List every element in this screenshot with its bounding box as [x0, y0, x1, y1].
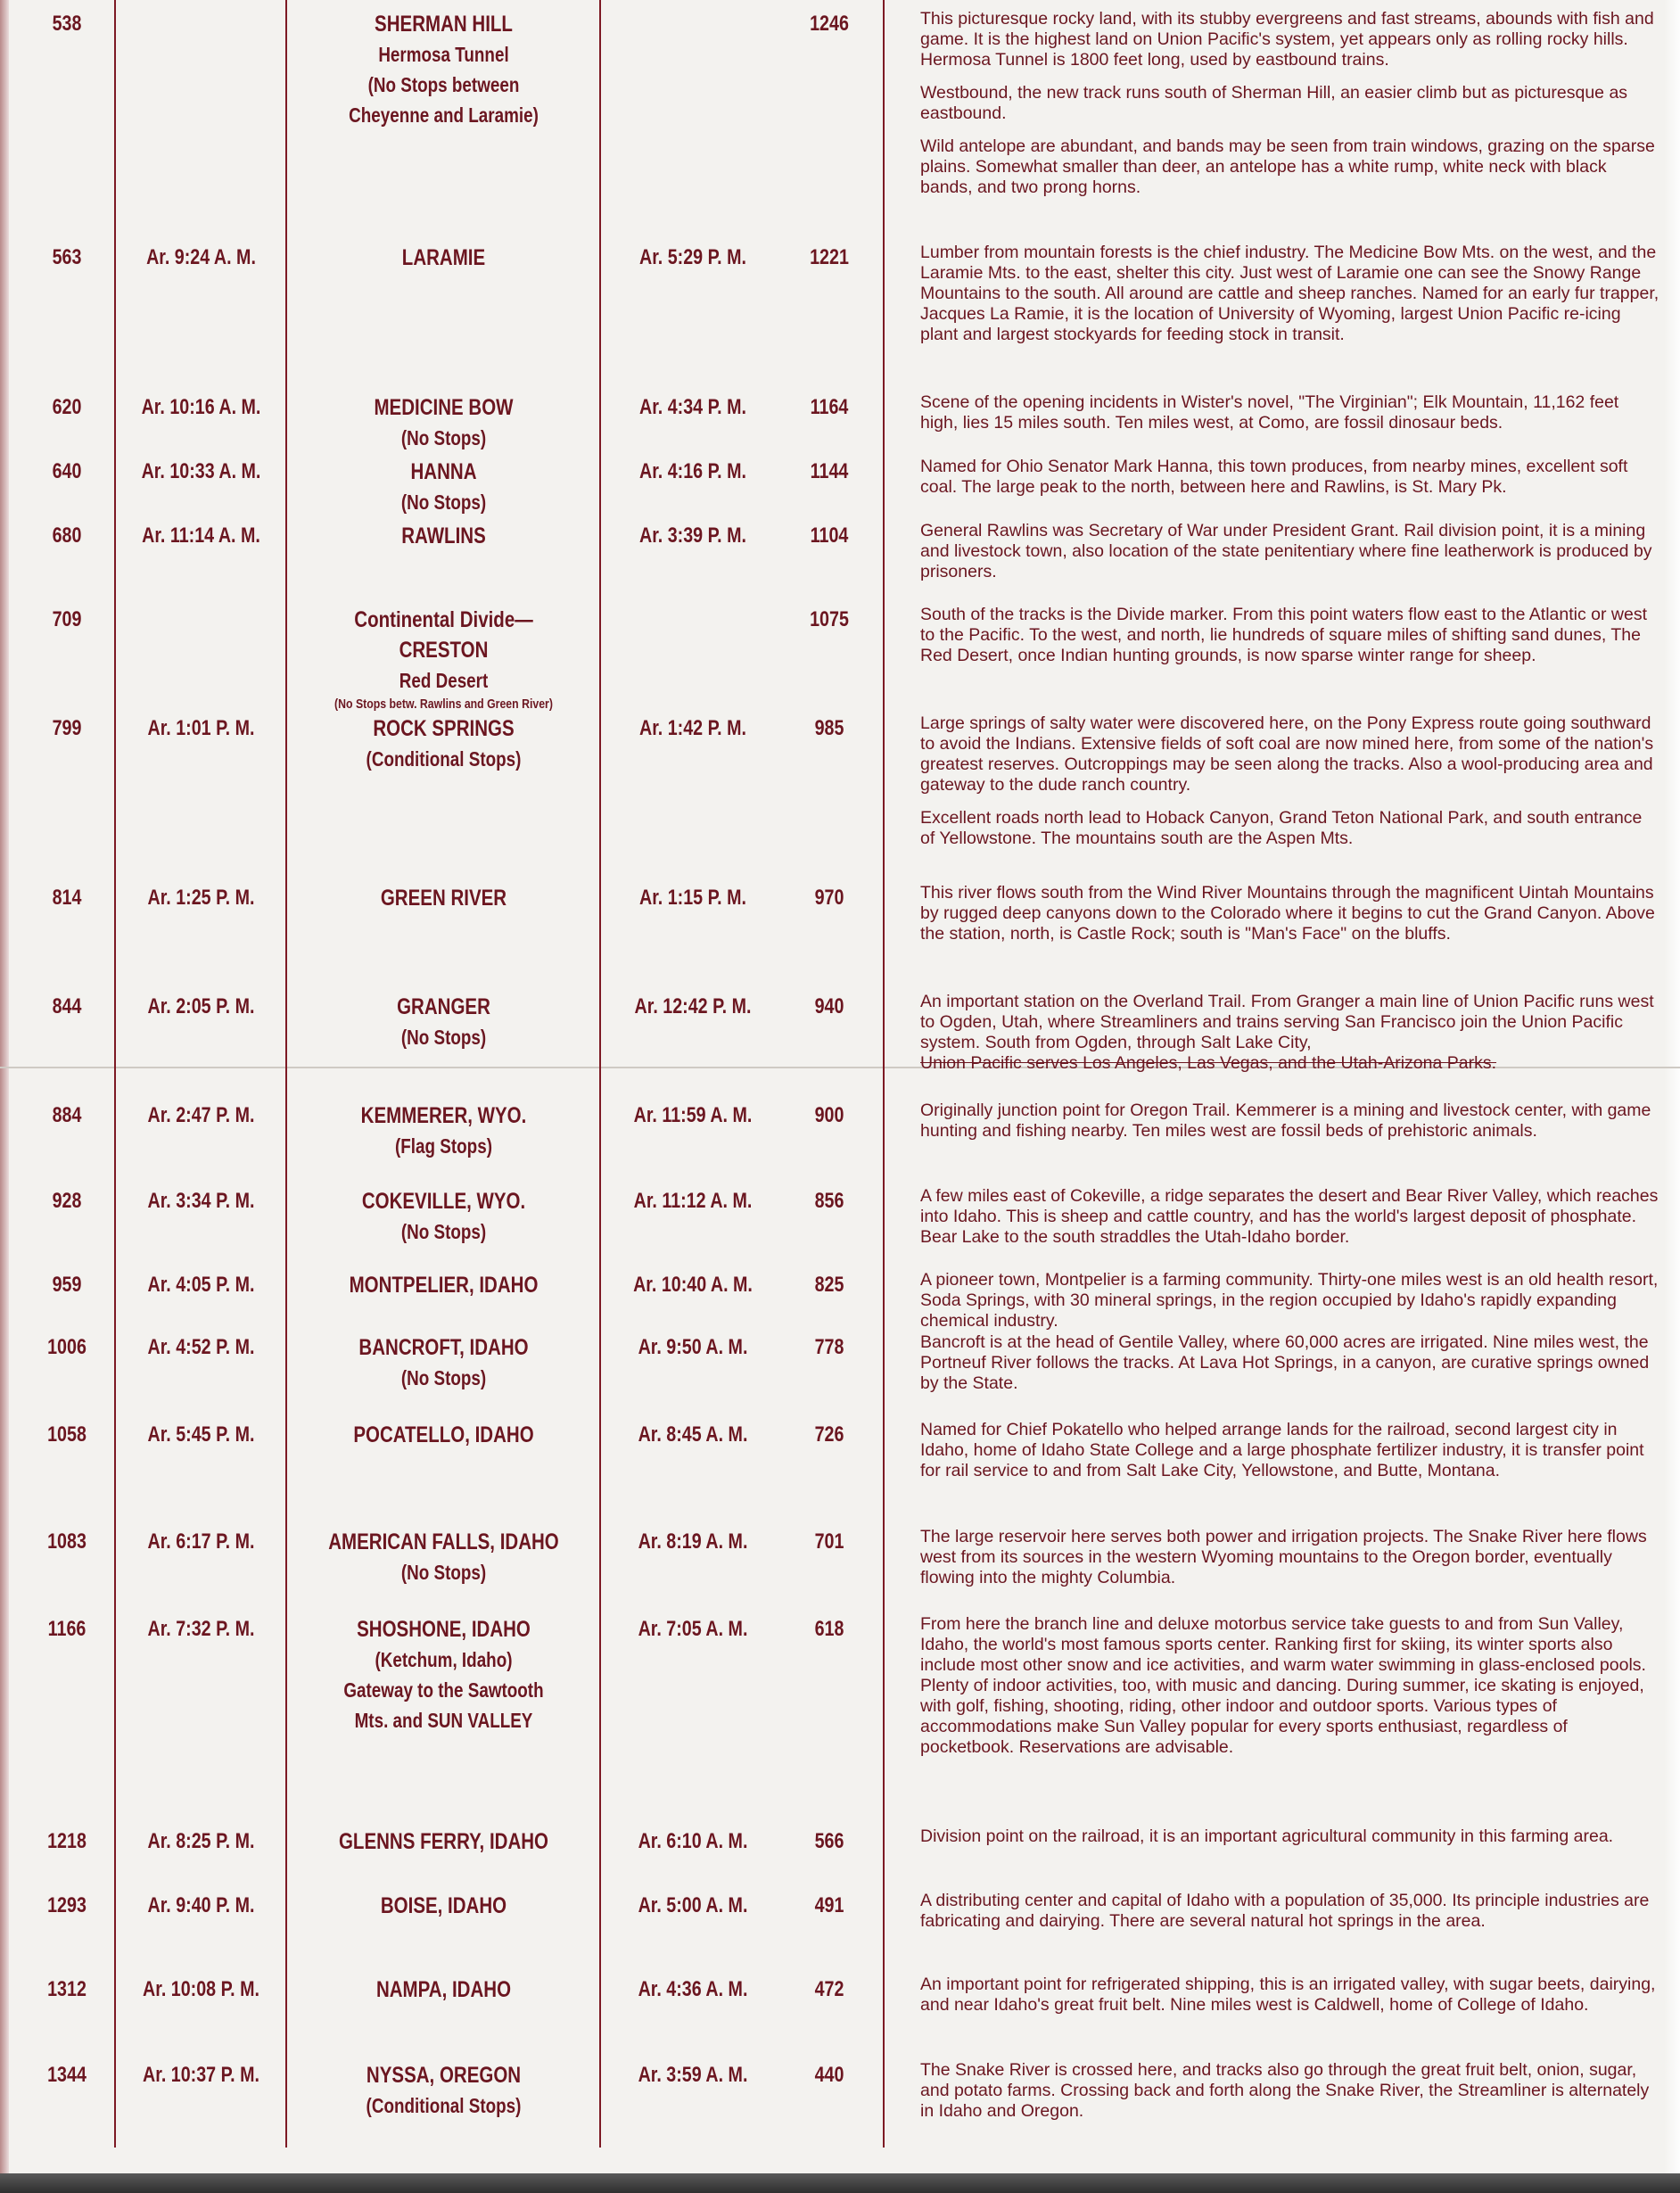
elevation-ref: 618: [814, 1617, 844, 1641]
westbound-time: Ar. 7:32 P. M.: [147, 1617, 255, 1641]
station-name: BANCROFT, IDAHO (No Stops): [358, 1335, 529, 1389]
westbound-time: Ar. 8:25 P. M.: [147, 1829, 255, 1853]
elevation-ref: 940: [814, 994, 844, 1018]
station-name: ROCK SPRINGS (Conditional Stops): [366, 716, 522, 771]
station-description: South of the tracks is the Divide marker. From this point waters flow east to the Atlantic or west to the Pacific. To the west, and north, lie hundreds of square miles of shifting sand dunes, The Red Desert, once Indian hunting grounds, is now sparse winter range for sheep.: [920, 605, 1648, 665]
elevation-ref: 900: [814, 1103, 844, 1127]
westbound-time: Ar. 4:52 P. M.: [147, 1335, 255, 1359]
mileage: 1166: [47, 1617, 86, 1641]
eastbound-time: Ar. 5:29 P. M.: [639, 245, 746, 269]
station-name: RAWLINS: [401, 524, 486, 548]
eastbound-time: Ar. 1:15 P. M.: [639, 886, 746, 910]
station-name: GRANGER (No Stops): [397, 994, 490, 1049]
elevation-ref: 472: [814, 1977, 844, 2001]
station-name: COKEVILLE, WYO. (No Stops): [361, 1189, 526, 1243]
mileage: 1058: [47, 1422, 86, 1447]
mileage: 709: [52, 607, 82, 631]
eastbound-time: Ar. 4:16 P. M.: [639, 459, 746, 483]
page-right-edge: [1664, 0, 1680, 2193]
eastbound-time: Ar. 11:59 A. M.: [633, 1103, 753, 1127]
eastbound-time: Ar. 7:05 A. M.: [638, 1617, 748, 1641]
elevation-ref: 491: [814, 1893, 844, 1917]
station-description: A distributing center and capital of Idaho with a population of 35,000. Its principle industries are fabricating and dairying. There are several natural hot springs in the area.: [920, 1891, 1650, 1931]
station-description: The Snake River is crossed here, and tracks also go through the great fruit belt, onion, sugar, and potato farms. Crossing back and forth along the Snake River, the Streamliner is alternately in Idaho and Oregon.: [920, 2060, 1650, 2121]
westbound-time: Ar. 10:37 P. M.: [143, 2063, 259, 2087]
station-name: SHOSHONE, IDAHO (Ketchum, Idaho) Gateway to the Sawtooth Mts. and SUN VALLEY: [343, 1617, 544, 1732]
station-description: General Rawlins was Secretary of War under President Grant. Rail division point, it is a mining and livestock town, also location of the state penitentiary where fine leatherwork is produced by prisoners.: [920, 521, 1652, 581]
mileage: 620: [52, 395, 82, 419]
station-description: An important point for refrigerated shipping, this is an irrigated valley, with sugar beets, dairying, and near Idaho's great fruit belt. Nine miles west is Caldwell, home of College of Idaho.: [920, 1975, 1656, 2015]
station-name: KEMMERER, WYO. (Flag Stops): [360, 1103, 527, 1158]
elevation-ref: 1246: [810, 12, 849, 36]
station-name: BOISE, IDAHO: [380, 1893, 507, 1918]
westbound-time: Ar. 3:34 P. M.: [147, 1189, 255, 1213]
mileage: 640: [52, 459, 82, 483]
page-bottom-edge: [0, 2173, 1680, 2193]
westbound-time: Ar. 9:40 P. M.: [147, 1893, 255, 1917]
mileage: 928: [52, 1189, 82, 1213]
westbound-time: Ar. 4:05 P. M.: [147, 1273, 255, 1297]
elevation-ref: 1144: [810, 459, 849, 483]
westbound-time: Ar. 1:01 P. M.: [147, 716, 255, 740]
station-name: MEDICINE BOW (No Stops): [374, 395, 514, 449]
eastbound-time: Ar. 1:42 P. M.: [639, 716, 746, 740]
column-divider: [599, 0, 601, 2148]
station-name: POCATELLO, IDAHO: [353, 1422, 534, 1447]
station-name: Continental Divide—CRESTON Red Desert (No Stops betw. Rawlins and Green River): [334, 607, 553, 712]
eastbound-time: Ar. 9:50 A. M.: [638, 1335, 748, 1359]
station-name: MONTPELIER, IDAHO: [349, 1273, 539, 1298]
elevation-ref: 1075: [810, 607, 849, 631]
mileage: 680: [52, 524, 82, 548]
westbound-time: Ar. 1:25 P. M.: [147, 886, 255, 910]
elevation-ref: 825: [814, 1273, 844, 1297]
westbound-time: Ar. 10:16 A. M.: [141, 395, 261, 419]
mileage: 1293: [47, 1893, 86, 1917]
mileage: 1006: [47, 1335, 86, 1359]
station-description: Scene of the opening incidents in Wister's novel, "The Virginian"; Elk Mountain, 11,162 feet high, lies 15 miles south. Ten miles west, at Como, are fossil dinosaur beds.: [920, 392, 1619, 433]
mileage: 1344: [47, 2063, 86, 2087]
mileage: 884: [52, 1103, 82, 1127]
station-description: From here the branch line and deluxe motorbus service take guests to and from Sun Valley, Idaho, the world's most famous sports center. Ranking first for skiing, its winter sports also include most other snow and ice activities, and warm water swimming in glass-enclosed pools. Plenty of indoor activities, too, with music and dancing. During summer, ice skating is enjoyed, with golf, fishing, shooting, riding, other indoor and outdoor sports. Various types of accommodations make Sun Valley popular for every sports enthusiast, regardless of pocketbook. Reservations are advisable.: [920, 1614, 1646, 1757]
station-description: A few miles east of Cokeville, a ridge separates the desert and Bear River Valley, which reaches into Idaho. This is sheep and cattle country, and has the world's largest deposit of phosphate. Bear Lake to the south straddles the Utah-Idaho border.: [920, 1186, 1659, 1247]
elevation-ref: 701: [814, 1529, 844, 1554]
station-name: LARAMIE: [401, 245, 486, 270]
westbound-time: Ar. 2:47 P. M.: [147, 1103, 255, 1127]
westbound-time: Ar. 11:14 A. M.: [142, 524, 260, 548]
eastbound-time: Ar. 3:59 A. M.: [638, 2063, 748, 2087]
westbound-time: Ar. 10:08 P. M.: [143, 1977, 259, 2001]
eastbound-time: Ar. 8:19 A. M.: [638, 1529, 748, 1554]
elevation-ref: 778: [814, 1335, 844, 1359]
mileage: 538: [52, 12, 82, 36]
station-description: Named for Ohio Senator Mark Hanna, this town produces, from nearby mines, excellent soft coal. The large peak to the north, between here and Rawlins, is St. Mary Pk.: [920, 457, 1628, 497]
mileage: 563: [52, 245, 82, 269]
station-description: This river flows south from the Wind River Mountains through the magnificent Uintah Mountains by rugged deep canyons down to the Colorado where it begins to cut the Grand Canyon. Above the station, north, is Castle Rock; south is "Man's Face" on the bluffs.: [920, 883, 1655, 944]
eastbound-time: Ar. 3:39 P. M.: [639, 524, 746, 548]
mileage: 799: [52, 716, 82, 740]
westbound-time: Ar. 10:33 A. M.: [141, 459, 261, 483]
station-name: AMERICAN FALLS, IDAHO (No Stops): [328, 1529, 559, 1584]
mileage: 1083: [47, 1529, 86, 1554]
eastbound-time: Ar. 11:12 A. M.: [633, 1189, 753, 1213]
elevation-ref: 440: [814, 2063, 844, 2087]
elevation-ref: 1221: [810, 245, 849, 269]
elevation-ref: 566: [814, 1829, 844, 1853]
station-name: SHERMAN HILL Hermosa Tunnel (No Stops between Cheyenne and Laramie): [349, 12, 539, 127]
eastbound-time: Ar. 5:00 A. M.: [638, 1893, 748, 1917]
elevation-ref: 1104: [810, 524, 849, 548]
station-description: Large springs of salty water were discovered here, on the Pony Express route going southward to avoid the Indians. Extensive fields of soft coal are now mined here, from some of the nation's greatest reserves. Outcroppings may be seen along the tracks. Also a wool-producing area and gateway to the dude ranch country. Excellent roads north lead to Hoback Canyon, Grand Teton National Park, and south entrance of Yellowstone. The mountains south are the Aspen Mts.: [920, 713, 1654, 848]
column-divider: [285, 0, 287, 2148]
station-description: Originally junction point for Oregon Trail. Kemmerer is a mining and livestock center, with game hunting and fishing nearby. Ten miles west are fossil beds of prehistoric animals.: [920, 1101, 1651, 1141]
station-name: NAMPA, IDAHO: [375, 1977, 512, 2002]
column-divider: [114, 0, 116, 2148]
mileage: 814: [52, 886, 82, 910]
station-name: NYSSA, OREGON (Conditional Stops): [366, 2063, 522, 2117]
elevation-ref: 985: [814, 716, 844, 740]
eastbound-time: Ar. 6:10 A. M.: [638, 1829, 748, 1853]
station-description: This picturesque rocky land, with its stubby evergreens and fast streams, abounds with fish and game. It is the highest land on Union Pacific's system, yet appears only as rolling rocky hills. Hermosa Tunnel is 1800 feet long, used by eastbound trains. Westbound, the new track runs south of Sherman Hill, an easier climb but as picturesque as eastbound. Wild antelope are abundant, and bands may be seen from train windows, grazing on the sparse plains. Somewhat smaller than deer, an antelope has a white rump, white neck with black bands, and two prong horns.: [920, 9, 1655, 197]
station-description: Division point on the railroad, it is an important agricultural community in this farming area.: [920, 1826, 1614, 1846]
westbound-time: Ar. 5:45 P. M.: [147, 1422, 255, 1447]
eastbound-time: Ar. 4:34 P. M.: [639, 395, 746, 419]
page-left-edge: [0, 0, 9, 2193]
mileage: 1218: [47, 1829, 86, 1853]
elevation-ref: 970: [814, 886, 844, 910]
station-description: A pioneer town, Montpelier is a farming community. Thirty-one miles west is an old health resort, Soda Springs, with 30 mineral springs, in the region occupied by Idaho's rapidly expanding chemical industry.: [920, 1270, 1659, 1331]
station-description: An important station on the Overland Trail. From Granger a main line of Union Pacific runs west to Ogden, Utah, where Streamliners and trains serving San Francisco join the Union Pacific system. South from Ogden, through Salt Lake City, Union Pacific serves Los Angeles, Las Vegas, and the Utah-Arizona Parks.: [920, 992, 1660, 1086]
mileage: 844: [52, 994, 82, 1018]
eastbound-time: Ar. 4:36 A. M.: [638, 1977, 748, 2001]
westbound-time: Ar. 9:24 A. M.: [146, 245, 256, 269]
elevation-ref: 1164: [810, 395, 849, 419]
elevation-ref: 856: [814, 1189, 844, 1213]
eastbound-time: Ar. 8:45 A. M.: [638, 1422, 748, 1447]
station-description: Bancroft is at the head of Gentile Valley, where 60,000 acres are irrigated. Nine miles west, the Portneuf River follows the tracks. At Lava Hot Springs, in a canyon, are curative springs owned by the State.: [920, 1332, 1650, 1393]
station-name: GREEN RIVER: [380, 886, 507, 911]
station-description: Lumber from mountain forests is the chief industry. The Medicine Bow Mts. on the west, and the Laramie Mts. to the east, shelter this city. Just west of Laramie one can see the Snowy Range Mountains to the south. All around are cattle and sheep ranches. Named for an early fur trapper, Jacques La Ramie, it is the location of University of Wyoming, largest Union Pacific re-icing plant and largest stockyards for feeding stock in transit.: [920, 243, 1659, 344]
eastbound-time: Ar. 12:42 P. M.: [634, 994, 752, 1018]
station-name: HANNA (No Stops): [400, 459, 487, 514]
station-description: Named for Chief Pokatello who helped arrange lands for the railroad, second largest city in Idaho, home of Idaho State College and a large phosphate fertilizer industry, it is transfer point for rail service to and from Salt Lake City, Yellowstone, and Butte, Montana.: [920, 1420, 1644, 1480]
westbound-time: Ar. 2:05 P. M.: [147, 994, 255, 1018]
elevation-ref: 726: [814, 1422, 844, 1447]
eastbound-time: Ar. 10:40 A. M.: [633, 1273, 753, 1297]
station-description: The large reservoir here serves both power and irrigation projects. The Snake River here flows west from its sources in the western Wyoming mountains to the Oregon border, eventually flowing into the mighty Columbia.: [920, 1527, 1647, 1587]
mileage: 1312: [47, 1977, 86, 2001]
westbound-time: Ar. 6:17 P. M.: [147, 1529, 255, 1554]
column-divider: [883, 0, 885, 2148]
mileage: 959: [52, 1273, 82, 1297]
station-name: GLENNS FERRY, IDAHO: [338, 1829, 549, 1854]
struck-out-text: Union Pacific serves Los Angeles, Las Vegas, and the Utah-Arizona Parks.: [920, 1053, 1497, 1073]
